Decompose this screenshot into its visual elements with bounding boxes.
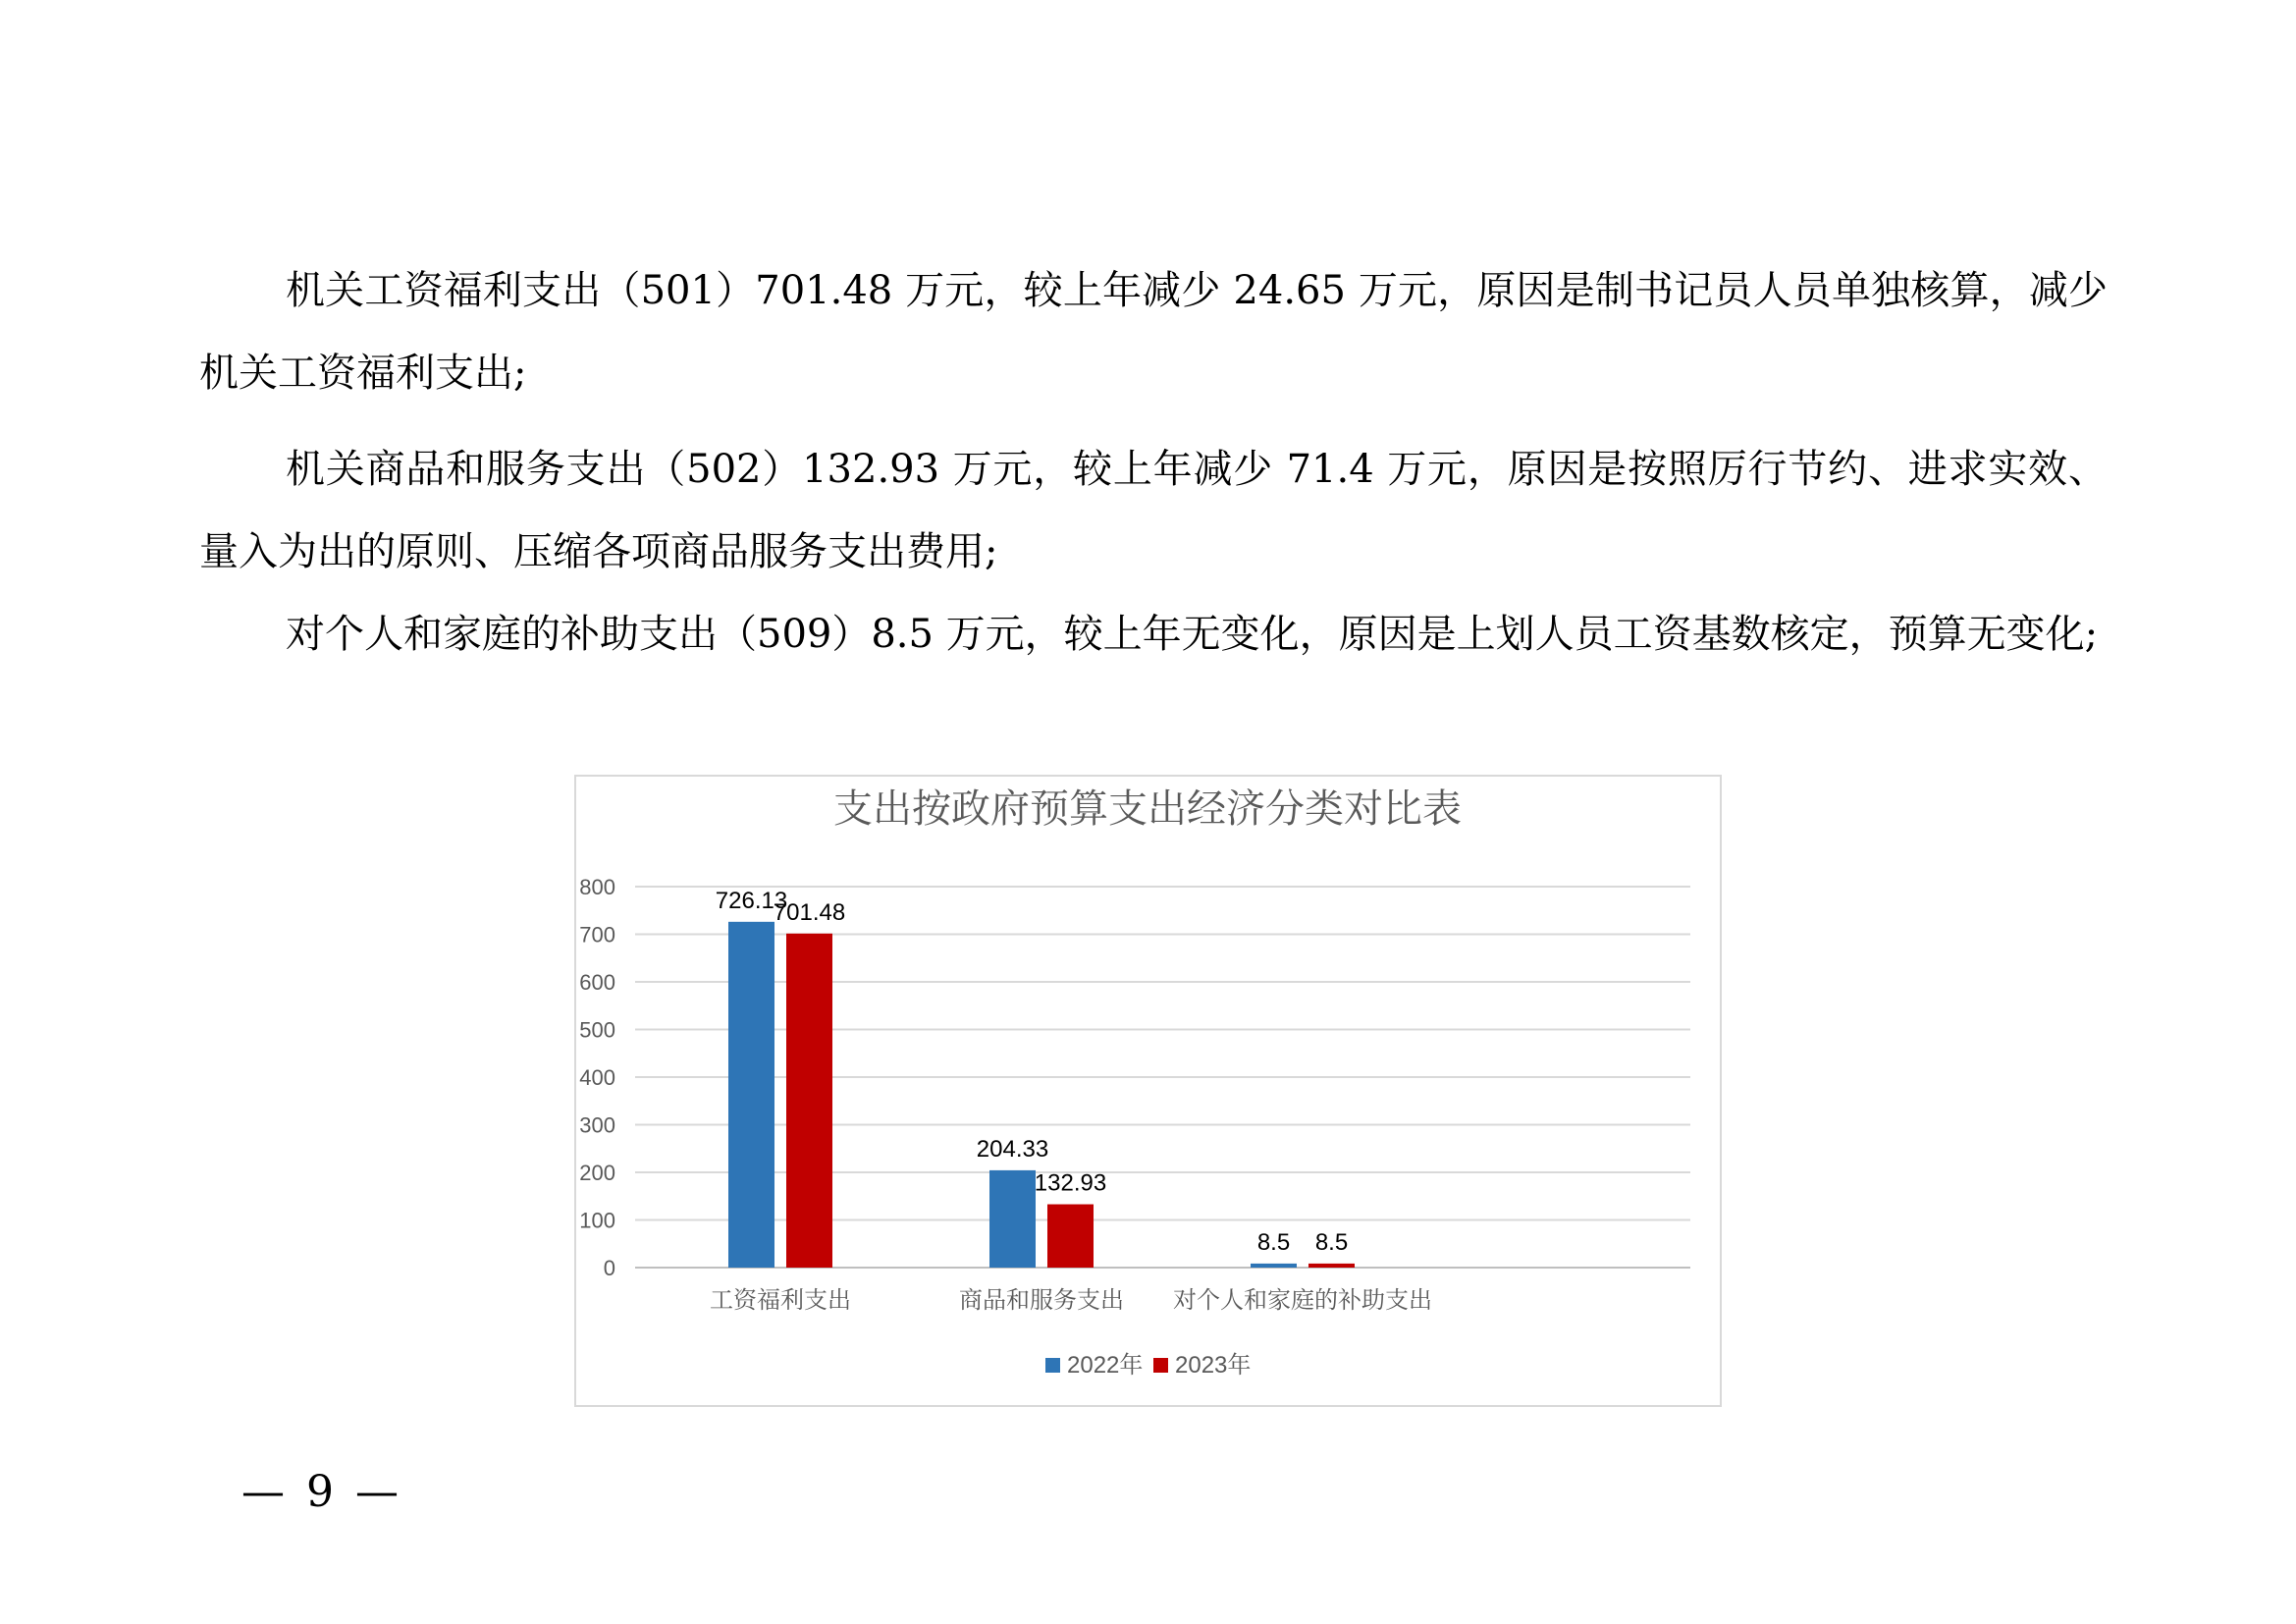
data-label: 132.93 [1034,1169,1107,1197]
paragraph-goods-services: 机关商品和服务支出（502）132.93 万元，较上年减少 71.4 万元，原因是按照厉行节约、进求实效、量入为出的原则、压缩各项商品服务支出费用; [199,447,2108,574]
y-tick-label: 700 [579,922,615,947]
category-label: 商品和服务支出 [959,1286,1124,1314]
category-label: 工资福利支出 [710,1286,851,1314]
bar-series-1 [728,922,774,1268]
data-label: 8.5 [1256,1228,1291,1256]
legend-swatch [1153,1358,1168,1373]
y-tick-label: 300 [579,1112,615,1138]
data-label: 701.48 [773,898,846,926]
bar-series-1 [1251,1264,1297,1268]
bar-series-1 [989,1170,1036,1268]
paragraph-household-subsidy: 对个人和家庭的补助支出（509）8.5 万元，较上年无变化，原因是上划人员工资基数核定，预算无变化; [286,612,2099,657]
y-tick-label: 800 [579,875,615,899]
y-tick-label: 0 [603,1256,615,1280]
expenditure-comparison-chart [574,775,1722,1407]
y-tick-label: 600 [579,970,615,995]
legend-swatch [1045,1358,1060,1373]
bar-series-2 [1047,1205,1094,1268]
page-number: — 9 — [241,1467,402,1517]
y-tick-label: 100 [579,1208,615,1233]
paragraph-wage-welfare: 机关工资福利支出（501）701.48 万元，较上年减少 24.65 万元，原因是制书记员人员单独核算，减少机关工资福利支出; [199,268,2108,396]
data-label: 726.13 [715,887,788,914]
bar-series-2 [786,934,832,1268]
y-tick-label: 400 [579,1065,615,1090]
legend-label: 2023年 [1175,1352,1252,1379]
chart-title: 支出按政府预算支出经济分类对比表 [833,786,1462,832]
data-label: 204.33 [976,1135,1049,1163]
category-label: 对个人和家庭的补助支出 [1173,1286,1432,1314]
chart-svg [576,777,1720,1405]
data-label: 8.5 [1314,1228,1349,1256]
y-tick-label: 200 [579,1161,615,1185]
bar-series-2 [1308,1264,1355,1268]
y-tick-label: 500 [579,1017,615,1043]
legend-label: 2022年 [1067,1352,1144,1379]
